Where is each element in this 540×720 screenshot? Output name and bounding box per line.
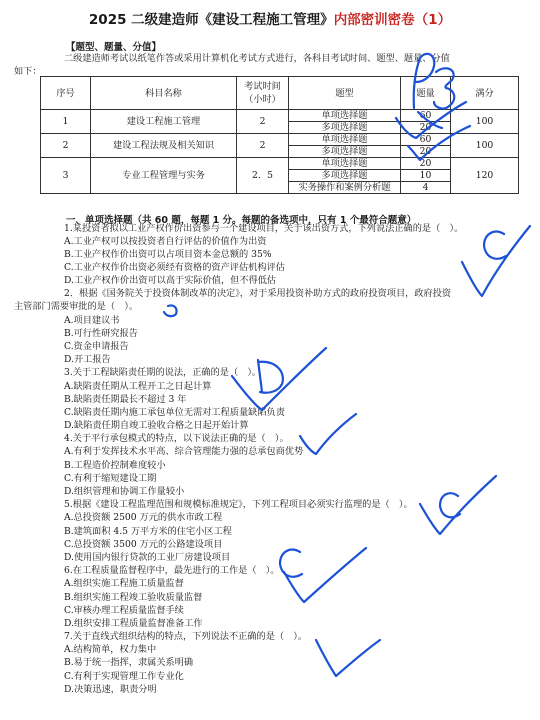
answer-letter-c-q1 <box>484 232 506 259</box>
table-header-subject: 科目名称 <box>91 77 237 110</box>
question-text-line: D.使用国内银行贷款的工业厂房建设项目 <box>64 552 231 563</box>
section-heading: 【题型、题量、分值】 <box>66 42 162 53</box>
intro-text-line-2: 如下： <box>14 66 42 77</box>
question-text-line: D.决策迅速，职责分明 <box>64 684 157 695</box>
row2-subject: 建设工程法规及相关知识 <box>91 134 237 158</box>
question-text-line: B.缺陷责任期最长不超过 3 年 <box>64 394 187 405</box>
row2-count-1: 60 <box>401 134 451 146</box>
row2-count-2: 20 <box>401 146 451 158</box>
paren-mark-q2 <box>164 305 177 316</box>
question-text-line: 6.在工程质量监督程序中，最先进行的工作是（ ）。 <box>64 565 280 576</box>
row1-count-1: 60 <box>401 110 451 122</box>
title-main: 2025 二级建造师《建设工程施工管理》 <box>88 12 334 28</box>
row1-subject: 建设工程施工管理 <box>91 110 237 134</box>
answer-letter-c-q6 <box>280 550 302 577</box>
question-text-line: C.资金申请报告 <box>64 341 129 352</box>
question-text-line: C.审核办理工程质量监督手续 <box>64 605 184 616</box>
row3-time: 2．5 <box>237 158 289 194</box>
question-text-line: D.组织安排工程质量监督准备工作 <box>64 618 203 629</box>
question-text-line: 3.关于工程缺陷责任期的说法，正确的是（ ）。 <box>64 367 262 378</box>
check-mark-q7 <box>316 640 380 676</box>
question-text-line: A.工业产权可以按投资者自行评估的价值作为出资 <box>64 236 267 247</box>
check-mark-q3 <box>232 348 326 410</box>
row3-type-1: 单项选择题 <box>289 158 401 170</box>
row3-count-2: 10 <box>401 170 451 182</box>
question-text-line: 7.关于直线式组织结构的特点，下列说法不正确的是（ ）。 <box>64 631 308 642</box>
row1-count-2: 20 <box>401 122 451 134</box>
question-text-line: A.缺陷责任期从工程开工之日起计算 <box>64 381 212 392</box>
row2-type-2: 多项选择题 <box>289 146 401 158</box>
question-text-line: 主管部门需要审批的是（ ）。 <box>14 301 139 312</box>
question-text-line: B.可行性研究报告 <box>64 328 138 339</box>
question-text-line: B.组织实施工程竣工验收质量监督 <box>64 592 203 603</box>
intro-text-line-1: 二级建造师考试以纸笔作答或采用计算机化考试方式进行，各科目考试时间、题型、题量、分值 <box>64 53 450 64</box>
question-text-line: 2．根据《国务院关于投资体制改革的决定》，对于采用投资补助方式的政府投资项目，政府投资 <box>64 288 452 299</box>
question-text-line: B.建筑面积 4.5 万平方米的住宅小区工程 <box>64 526 232 537</box>
row3-no: 3 <box>41 158 91 194</box>
row1-score: 100 <box>451 110 519 134</box>
table-header-type: 题型 <box>289 77 401 110</box>
question-text-line: D.缺陷责任期自竣工验收合格之日起开始计算 <box>64 420 249 431</box>
question-text-line: A.有利于发挥技术水平高、综合管理能力强的总承包商优势 <box>64 446 304 457</box>
section-1-title: 一、单项选择题（共 60 题，每题 1 分。每题的备选项中，只有 1 个最符合题意） <box>66 215 417 226</box>
question-text-line: C.缺陷责任期内施工承包单位无需对工程质量缺陷负责 <box>64 407 285 418</box>
check-mark-q5 <box>420 476 496 534</box>
table-header-no: 序号 <box>41 77 91 110</box>
row2-type-1: 单项选择题 <box>289 134 401 146</box>
row1-time: 2 <box>237 110 289 134</box>
question-text-line: D.开工报告 <box>64 354 111 365</box>
table-header-count: 题量 <box>401 77 451 110</box>
question-text-line: 1.某投资者拟以工业产权作价出资参与一个建设项目，关于该出资方式，下列说法正确的是（ ）。 <box>64 223 464 234</box>
check-mark-q4 <box>300 414 356 454</box>
table-header-score: 满分 <box>451 77 519 110</box>
question-text-line: C.有利于实现管理工作专业化 <box>64 671 184 682</box>
page-title <box>0 8 540 28</box>
question-text-line: B.工程造价控制难度较小 <box>64 460 166 471</box>
row2-time: 2 <box>237 134 289 158</box>
row3-score: 120 <box>451 158 519 194</box>
question-text-line: B.易于统一指挥，隶属关系明确 <box>64 657 194 668</box>
question-text-line: 4.关于平行承包模式的特点，以下说法正确的是（ ）。 <box>64 433 289 444</box>
question-text-line: A.项目建议书 <box>64 315 120 326</box>
row3-type-2: 多项选择题 <box>289 170 401 182</box>
answer-letter-c-q5 <box>440 493 460 517</box>
question-text-line: A.组织实施工程施工质量监督 <box>64 578 184 589</box>
check-mark-q1 <box>462 226 530 296</box>
question-text-line: D.组织管理和协调工作量较小 <box>64 486 185 497</box>
check-mark-q6 <box>284 548 366 602</box>
question-text-line: A.结构简单，权力集中 <box>64 644 157 655</box>
row1-type-2: 多项选择题 <box>289 122 401 134</box>
row1-type-1: 单项选择题 <box>289 110 401 122</box>
row3-count-3: 4 <box>401 182 451 194</box>
table-header-time: 考试时间（小时） <box>237 77 289 110</box>
question-text-line: A.总投资额 2500 万元的供水市政工程 <box>64 512 223 523</box>
row3-subject: 专业工程管理与实务 <box>91 158 237 194</box>
question-text-line: D.工业产权作价出资可以高于实际价值，但不得低估 <box>64 275 277 286</box>
question-text-line: 5.根据《建设工程监理范围和规模标准规定》，下列工程项目必须实行监理的是（ ）。 <box>64 499 413 510</box>
row3-count-1: 20 <box>401 158 451 170</box>
title-highlight: 内部密训密卷（1） <box>333 12 452 28</box>
answer-letter-d-q3 <box>258 360 283 393</box>
row2-score: 100 <box>451 134 519 158</box>
question-text-line: C.工业产权作价出资必须经有资格的资产评估机构评估 <box>64 262 285 273</box>
row2-no: 2 <box>41 134 91 158</box>
question-text-line: C.总投资额 3500 万元的公路建设项目 <box>64 539 223 550</box>
exam-info-table <box>40 76 519 194</box>
question-text-line: B.工业产权作价出资可以占项目资本金总额的 35% <box>64 249 272 260</box>
row3-type-3: 实务操作和案例分析题 <box>289 182 401 194</box>
question-text-line: C.有利于缩短建设工期 <box>64 473 157 484</box>
row1-no: 1 <box>41 110 91 134</box>
